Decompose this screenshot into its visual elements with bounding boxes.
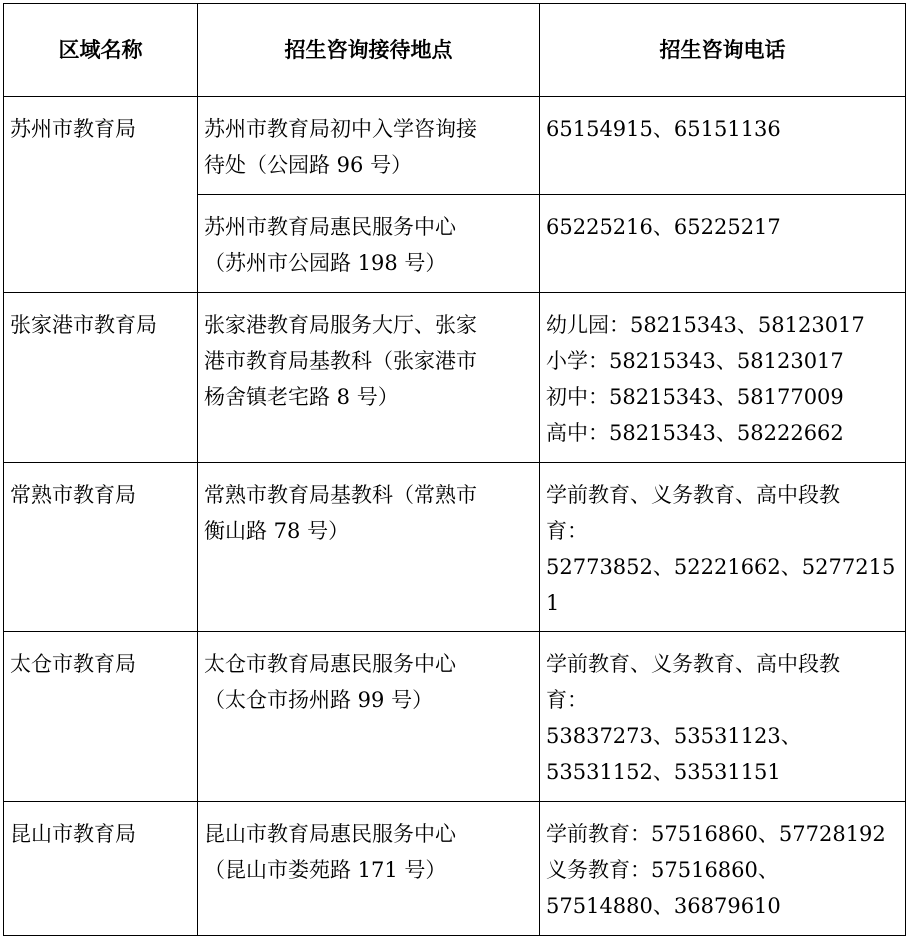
admissions-contact-table [3, 3, 906, 936]
location-cell [198, 463, 540, 632]
location-line: 张家港教育局服务大厅、张家 [204, 313, 477, 337]
location-line: 苏州市教育局初中入学咨询接 [204, 117, 477, 141]
region-cell [4, 293, 198, 463]
phone-line: 65225216、65225217 [546, 215, 781, 239]
location-line: （太仓市扬州路 99 号） [204, 688, 434, 712]
phone-cell [540, 632, 906, 802]
region-cell [4, 463, 198, 632]
table-row [4, 97, 906, 195]
header-row [4, 4, 906, 97]
table-row [4, 293, 906, 463]
phone-line: 53837273、53531123、 [546, 724, 802, 748]
region-name: 太仓市教育局 [10, 652, 136, 676]
table-row [4, 463, 906, 632]
location-line: 常熟市教育局基教科（常熟市 [204, 483, 477, 507]
phone-cell [540, 195, 906, 293]
location-cell [198, 195, 540, 293]
region-name: 昆山市教育局 [10, 822, 136, 846]
phone-line: 育： [546, 688, 588, 712]
region-name: 常熟市教育局 [10, 483, 136, 507]
phone-line: 53531152、53531151 [546, 760, 781, 784]
region-name: 苏州市教育局 [10, 117, 136, 141]
location-cell [198, 97, 540, 195]
location-cell [198, 632, 540, 802]
phone-cell [540, 463, 906, 632]
phone-line: 育： [546, 519, 588, 543]
table-row [4, 632, 906, 802]
phone-cell [540, 97, 906, 195]
region-cell [4, 632, 198, 802]
phone-line: 52773852、52221662、52772151 [546, 555, 896, 615]
location-line: 杨舍镇老宅路 8 号） [204, 385, 399, 409]
location-line: 太仓市教育局惠民服务中心 [204, 652, 456, 676]
header-region: 区域名称 [4, 4, 198, 97]
phone-line: 小学：58215343、58123017 [546, 349, 844, 373]
phone-line: 高中：58215343、58222662 [546, 421, 844, 445]
region-name: 张家港市教育局 [10, 313, 157, 337]
header-phone: 招生咨询电话 [540, 4, 906, 97]
table-row [4, 802, 906, 936]
phone-line: 学前教育：57516860、57728192 [546, 822, 886, 846]
location-line: 昆山市教育局惠民服务中心 [204, 822, 456, 846]
phone-line: 义务教育：57516860、 [546, 858, 779, 882]
location-line: 衡山路 78 号） [204, 519, 350, 543]
phone-line: 57514880、36879610 [546, 894, 781, 918]
location-line: （苏州市公园路 198 号） [204, 251, 447, 275]
phone-cell [540, 802, 906, 936]
location-cell [198, 802, 540, 936]
phone-cell [540, 293, 906, 463]
phone-line: 学前教育、义务教育、高中段教 [546, 483, 840, 507]
region-cell [4, 97, 198, 293]
location-line: 苏州市教育局惠民服务中心 [204, 215, 456, 239]
location-cell [198, 293, 540, 463]
phone-line: 学前教育、义务教育、高中段教 [546, 652, 840, 676]
location-line: （昆山市娄苑路 171 号） [204, 858, 447, 882]
location-line: 港市教育局基教科（张家港市 [204, 349, 477, 373]
header-location: 招生咨询接待地点 [198, 4, 540, 97]
region-cell [4, 802, 198, 936]
phone-line: 初中：58215343、58177009 [546, 385, 844, 409]
location-line: 待处（公园路 96 号） [204, 153, 413, 177]
phone-line: 幼儿园：58215343、58123017 [546, 313, 865, 337]
phone-line: 65154915、65151136 [546, 117, 781, 141]
